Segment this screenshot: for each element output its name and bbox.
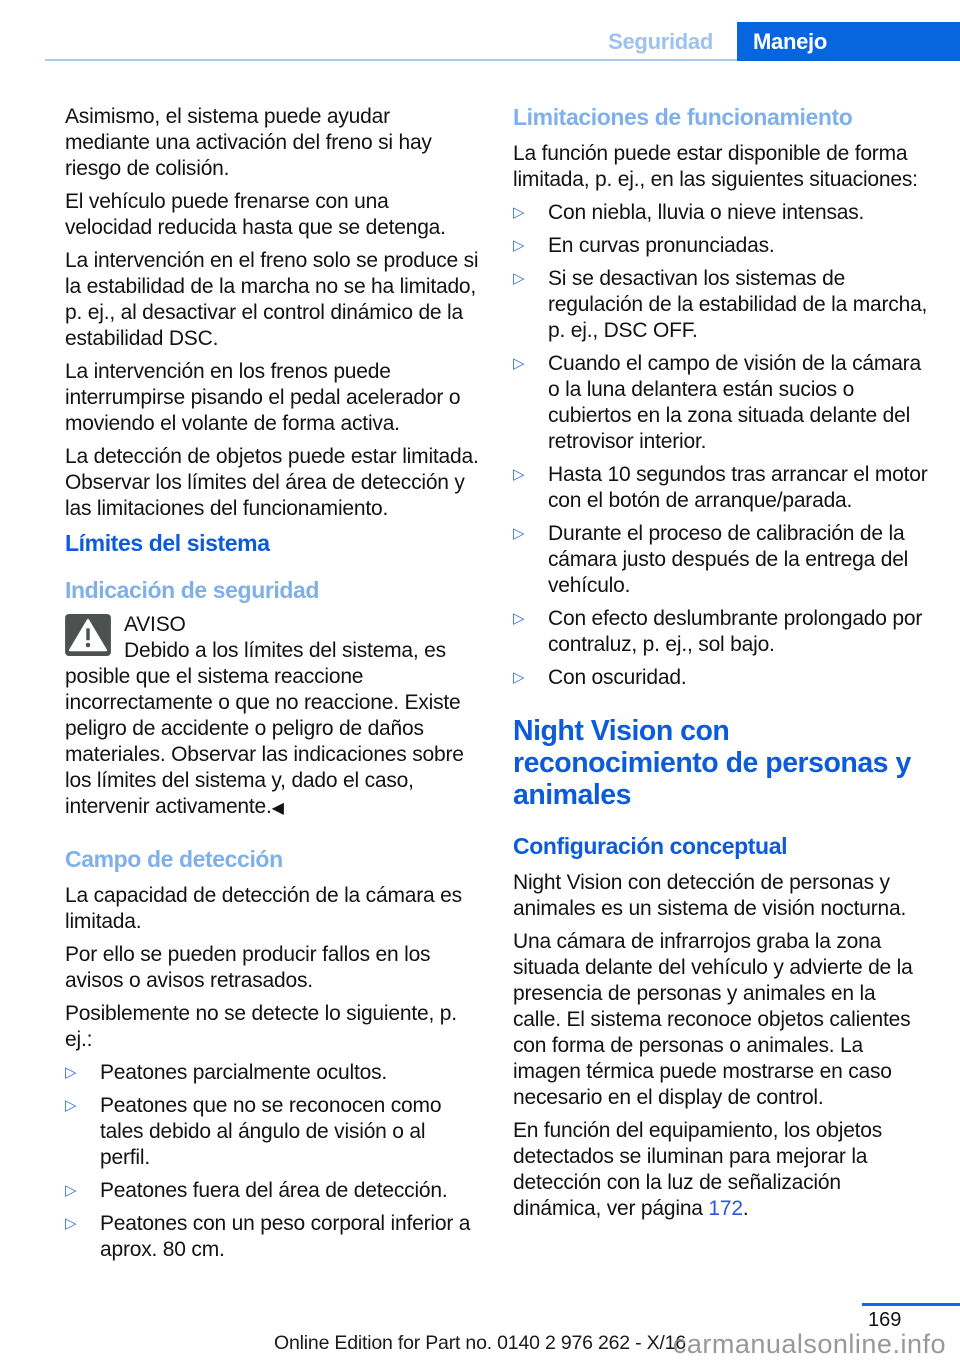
subheading-indicacion-de-seguridad: Indicación de seguridad xyxy=(65,577,320,603)
watermark: carmanualsonline.info xyxy=(672,1329,946,1359)
page-reference-link[interactable]: 172 xyxy=(708,1197,743,1220)
list-item: ▷ Con efecto deslumbrante prolongado por contraluz, p. ej., sol bajo. xyxy=(513,607,923,656)
limitations-bullet-list xyxy=(513,200,928,691)
list-item: ▷ Hasta 10 segundos tras arrancar el motor con el botón de arranque/parada. xyxy=(513,463,928,512)
left-column xyxy=(65,104,480,1270)
paragraph: La intervención en el freno solo se produce si la estabilidad de la marcha no se ha limitado, p. ej., al desactivar el control dinámico de la estabilidad DSC. xyxy=(65,249,479,350)
bullet-triangle-icon: ▷ xyxy=(513,237,525,254)
subheading-limitaciones-de-funcionamiento: Limitaciones de funcionamiento xyxy=(513,104,853,130)
list-item: ▷ Peatones fuera del área de detección. xyxy=(65,1179,448,1202)
end-of-warning-icon: ◀ xyxy=(271,800,284,817)
paragraph: Asimismo, el sistema puede ayudar mediante una activación del freno si hay riesgo de colisión. xyxy=(65,105,432,180)
detection-bullet-list xyxy=(65,1060,480,1263)
paragraph: Posiblemente no se detecte lo siguiente, p. ej.: xyxy=(65,1002,457,1051)
paragraph: El vehículo puede frenarse con una velocidad reducida hasta que se detenga. xyxy=(65,190,446,239)
bullet-triangle-icon: ▷ xyxy=(65,1182,77,1199)
paragraph: Una cámara de infrarrojos graba la zona situada delante del vehículo y advierte de la presencia de personas y animales en la calle. El sistema reconoce objetos calientes con forma de personas o animales. La imagen térmica puede mostrarse en caso necesario en el display de control. xyxy=(513,930,913,1109)
bullet-triangle-icon: ▷ xyxy=(65,1097,77,1114)
list-item: ▷ Peatones que no se reconocen como tales debido al ángulo de visión o al perfil. xyxy=(65,1094,442,1169)
section-heading-configuracion-conceptual: Configuración conceptual xyxy=(513,833,788,859)
paragraph: La detección de objetos puede estar limitada. Observar los límites del área de detección y las limitaciones del funcionamiento. xyxy=(65,445,479,520)
page-content xyxy=(65,104,928,1270)
paragraph: La función puede estar disponible de forma limitada, p. ej., en las siguientes situaciones: xyxy=(513,142,918,191)
list-item: ▷ Durante el proceso de calibración de la cámara justo después de la entrega del vehículo. xyxy=(513,522,909,597)
paragraph: La capacidad de detección de la cámara es limitada. xyxy=(65,884,462,933)
bullet-triangle-icon: ▷ xyxy=(513,204,525,221)
header-tab-row xyxy=(0,22,960,61)
tab-manejo-label: Manejo xyxy=(753,28,827,54)
bullet-triangle-icon: ▷ xyxy=(513,610,525,627)
bullet-triangle-icon: ▷ xyxy=(65,1064,77,1081)
bullet-triangle-icon: ▷ xyxy=(513,466,525,483)
bullet-triangle-icon: ▷ xyxy=(513,355,525,372)
edition-footer-text: Online Edition for Part no. 0140 2 976 262 - X/16 xyxy=(274,1332,686,1354)
bullet-triangle-icon: ▷ xyxy=(65,1215,77,1232)
header-underline xyxy=(45,59,737,61)
section-heading-limites-del-sistema: Límites del sistema xyxy=(65,530,270,556)
warning-text: Debido a los límites del sistema, es posible que el sistema reaccione incorrectamente o que no reaccione. Existe peligro de accidente o peligro de daños materiales. Observar las indicaciones sobre los límites del sistema y, dado el caso, intervenir activamente.◀ xyxy=(65,639,464,818)
warning-triangle-icon xyxy=(65,614,111,656)
paragraph: En función del equipamiento, los objetos detectados se iluminan para mejorar la detección con la luz de señalización dinámica, ver página 172. xyxy=(513,1119,883,1220)
bullet-triangle-icon: ▷ xyxy=(513,270,525,287)
list-item: ▷ En curvas pronunciadas. xyxy=(513,234,775,257)
warning-label: AVISO xyxy=(124,613,186,636)
list-item: ▷ Peatones con un peso corporal inferior a aprox. 80 cm. xyxy=(65,1212,471,1261)
list-item: ▷ Con niebla, lluvia o nieve intensas. xyxy=(513,201,865,224)
paragraph: Night Vision con detección de personas y animales es un sistema de visión nocturna. xyxy=(513,871,907,920)
page-number: 169 xyxy=(862,1303,960,1332)
right-column xyxy=(513,104,928,1270)
bullet-triangle-icon: ▷ xyxy=(513,669,525,686)
list-item: ▷ Si se desactivan los sistemas de regulación de la estabilidad de la marcha, p. ej., DSC OFF. xyxy=(513,267,928,342)
list-item: ▷ Cuando el campo de visión de la cámara o la luna delantera están sucios o cubiertos en la zona situada delante del retrovisor interior. xyxy=(513,352,921,453)
tab-seguridad: Seguridad xyxy=(608,28,713,54)
list-item: ▷ Con oscuridad. xyxy=(513,666,687,689)
paragraph: Por ello se pueden producir fallos en los avisos o avisos retrasados. xyxy=(65,943,431,992)
tab-manejo xyxy=(737,22,960,61)
subheading-campo-de-deteccion: Campo de detección xyxy=(65,846,283,872)
warning-block xyxy=(65,612,480,822)
bullet-triangle-icon: ▷ xyxy=(513,525,525,542)
list-item: ▷ Peatones parcialmente ocultos. xyxy=(65,1061,388,1084)
chapter-heading-night-vision: Night Vision con reconocimiento de personas y animales xyxy=(513,715,911,811)
paragraph: La intervención en los frenos puede interrumpirse pisando el pedal acelerador o moviendo el volante de forma activa. xyxy=(65,360,461,435)
